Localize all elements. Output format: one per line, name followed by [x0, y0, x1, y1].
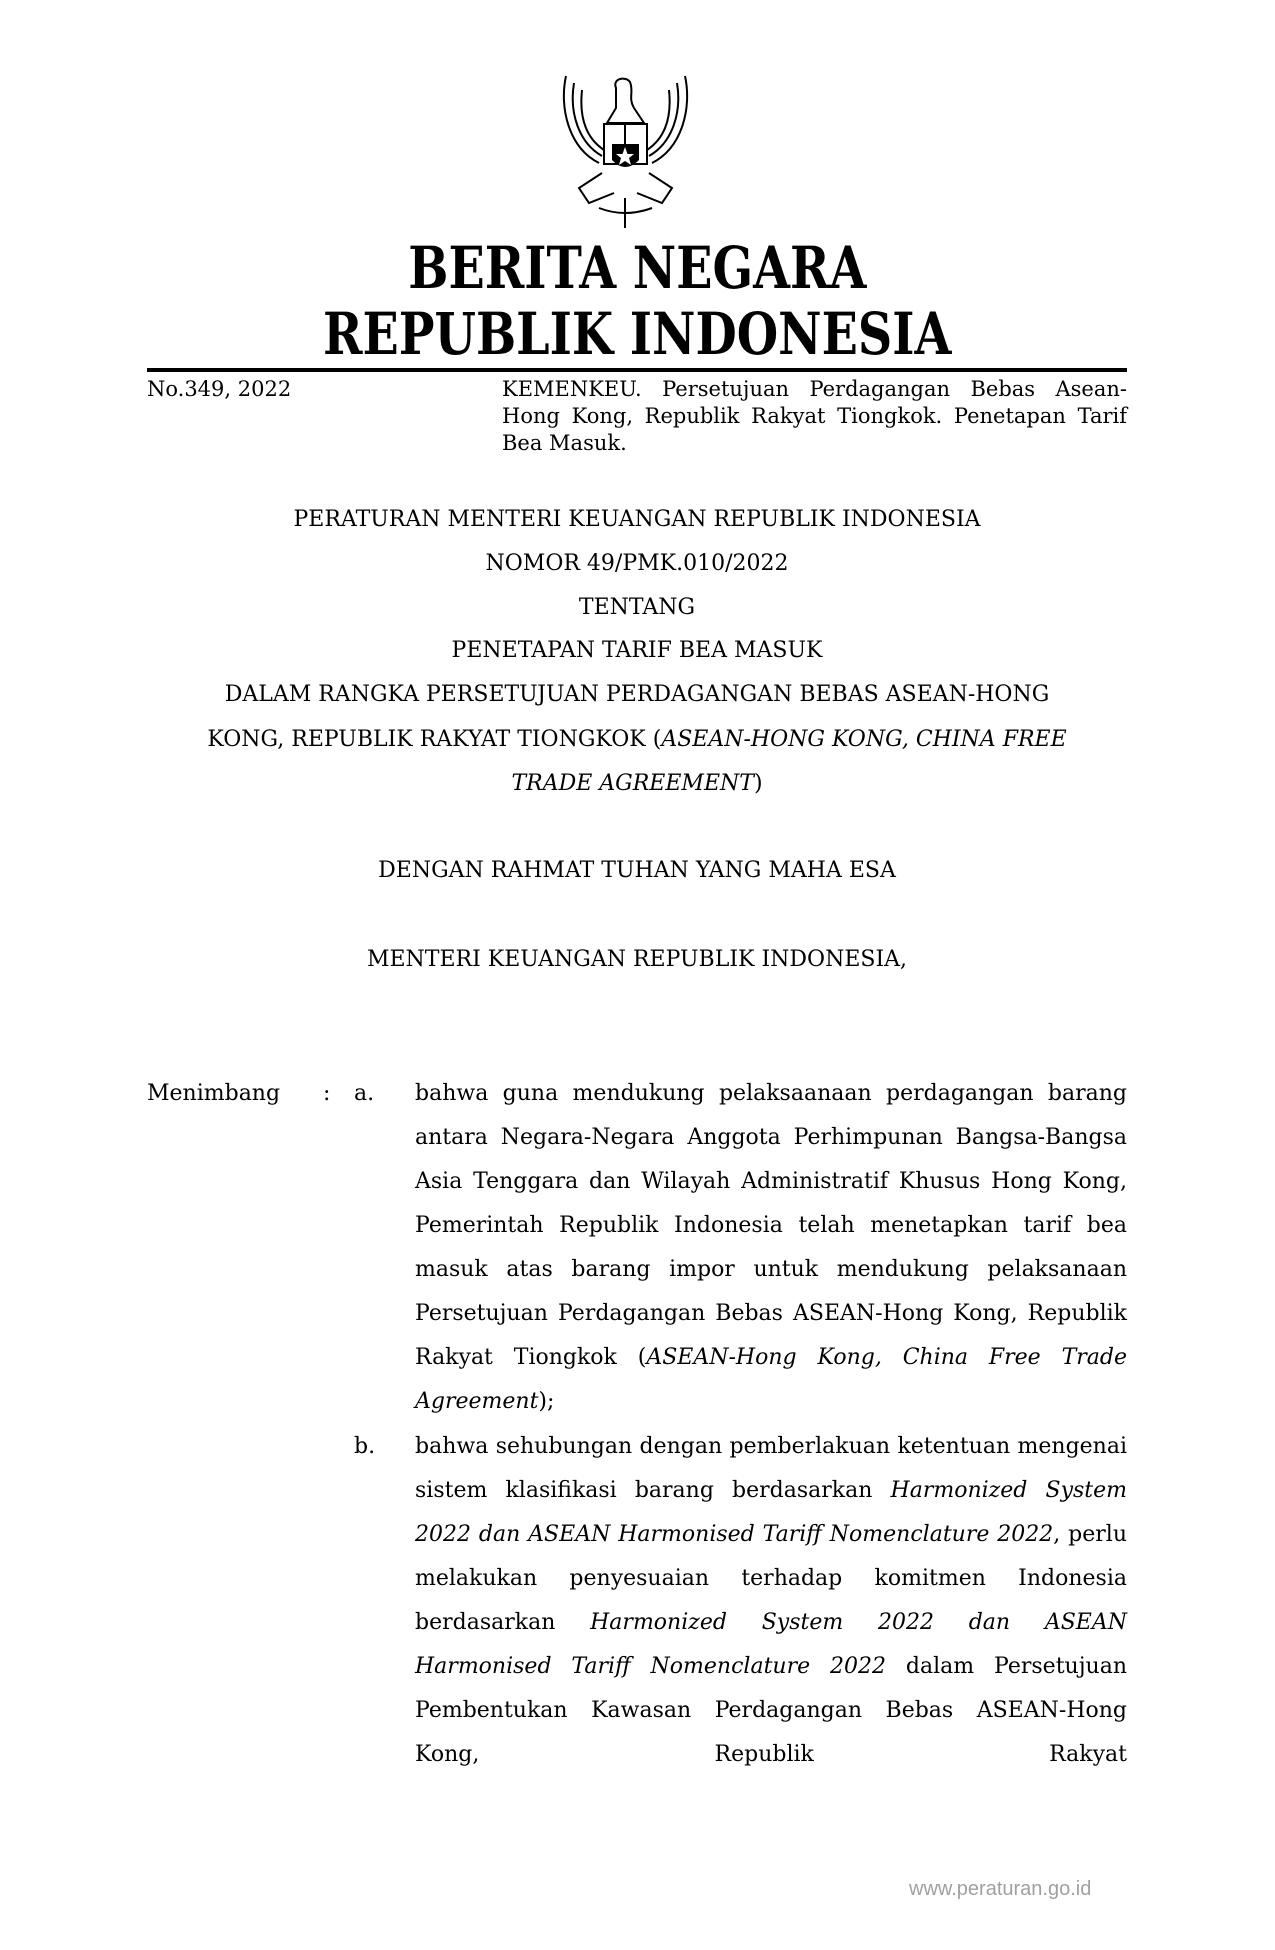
gazette-number: No.349, 2022 [147, 377, 292, 401]
item-a-marker: a. [354, 1081, 375, 1106]
publication-title-line2: REPUBLIK INDONESIA [323, 300, 952, 368]
item-b-marker: b. [354, 1434, 376, 1459]
item-b-text: bahwa sehubungan dengan pemberlakuan ketentuan mengenai sistem klasifikasi barang berdasarkan Harmonized System 2022 dan ASEAN Harmonised Tariff Nomenclature 2022, perlu melakukan penyesuaian terhadap komitmen Indonesia berdasarkan Harmonized System 2022 dan ASEAN Harmonised Tariff Nomenclature 2022 dalam Persetujuan Pembentukan Kawasan Perdagangan Bebas ASEAN-Hong Kong, Republik Rakyat [415, 1434, 1128, 1767]
publication-title-line1: BERITA NEGARA [408, 234, 867, 302]
considering-colon: : [323, 1081, 331, 1106]
item-a-text: bahwa guna mendukung pelaksaanaan perdagangan barang antara Negara-Negara Anggota Perhimpunan Bangsa-Bangsa Asia Tenggara dan Wilayah Administratif Khusus Hong Kong, Pemerintah Republik Indonesia telah menetapkan tarif bea masuk atas barang impor untuk mendukung pelaksanaan Persetujuan Perdagangan Bebas ASEAN-Hong Kong, Republik Rakyat Tiongkok (ASEAN-Hong Kong, China Free Trade Agreement); [415, 1081, 1127, 1414]
regulation-subject-line4: TRADE AGREEMENT) [511, 771, 763, 796]
regulation-number: NOMOR 49/PMK.010/2022 [485, 551, 789, 576]
source-watermark: www.peraturan.go.id [909, 1878, 1092, 1900]
regulation-about: TENTANG [578, 595, 696, 620]
regulation-subject-line3: KONG, REPUBLIK RAKYAT TIONGKOK (ASEAN-HONG KONG, CHINA FREE [207, 727, 1067, 752]
header-divider [147, 368, 1127, 372]
invocation: DENGAN RAHMAT TUHAN YANG MAHA ESA [378, 858, 896, 883]
regulation-title: PERATURAN MENTERI KEUANGAN REPUBLIK INDONESIA [293, 507, 981, 532]
garuda-emblem-icon [554, 68, 697, 230]
minister-heading: MENTERI KEUANGAN REPUBLIK INDONESIA, [366, 947, 908, 972]
considering-label: Menimbang [147, 1081, 281, 1106]
gazette-summary: KEMENKEU. Persetujuan Perdagangan Bebas Asean-Hong Kong, Republik Rakyat Tiongkok. Penetapan Tarif Bea Masuk. [502, 377, 1127, 455]
regulation-subject-line1: PENETAPAN TARIF BEA MASUK [451, 638, 823, 663]
regulation-subject-line2: DALAM RANGKA PERSETUJUAN PERDAGANGAN BEBAS ASEAN-HONG [224, 682, 1050, 707]
